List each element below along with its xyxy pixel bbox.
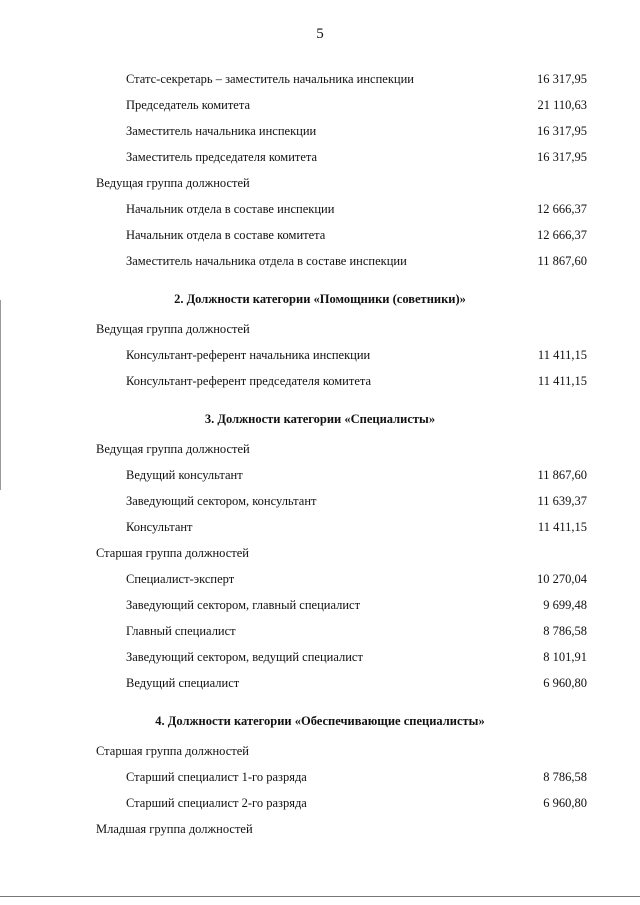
position-row bbox=[0, 196, 640, 222]
position-row bbox=[0, 566, 640, 592]
salary-value: 6 960,80 bbox=[543, 796, 587, 810]
position-row bbox=[0, 368, 640, 394]
group-label bbox=[0, 738, 640, 764]
position-title: Консультант-референт председателя комитета bbox=[126, 374, 372, 388]
position-row bbox=[0, 462, 640, 488]
position-row bbox=[0, 488, 640, 514]
position-title: Ведущий специалист bbox=[126, 676, 240, 690]
position-title: Начальник отдела в составе инспекции bbox=[126, 202, 335, 216]
salary-value: 6 960,80 bbox=[543, 676, 587, 690]
group-label-text: Ведущая группа должностей bbox=[96, 322, 250, 336]
salary-value: 8 786,58 bbox=[543, 624, 587, 638]
group-label-text: Ведущая группа должностей bbox=[96, 442, 250, 456]
salary-value: 10 270,04 bbox=[537, 572, 587, 586]
group-label bbox=[0, 540, 640, 566]
group-label-text: Старшая группа должностей bbox=[96, 744, 249, 758]
position-title: Заместитель начальника отдела в составе инспекции bbox=[126, 254, 407, 268]
category-heading: 2. Должности категории «Помощники (советники)» bbox=[174, 292, 466, 306]
position-row bbox=[0, 342, 640, 368]
group-label-text: Младшая группа должностей bbox=[96, 822, 253, 836]
position-title: Статс-секретарь – заместитель начальника инспекции bbox=[126, 72, 414, 86]
salary-value: 11 867,60 bbox=[537, 254, 587, 268]
position-title: Консультант-референт начальника инспекции bbox=[126, 348, 371, 362]
group-label bbox=[0, 316, 640, 342]
scan-edge-mark bbox=[0, 300, 1, 490]
position-row bbox=[0, 670, 640, 696]
position-row bbox=[0, 618, 640, 644]
position-title: Начальник отдела в составе комитета bbox=[126, 228, 326, 242]
group-label-text: Старшая группа должностей bbox=[96, 546, 249, 560]
position-row bbox=[0, 764, 640, 790]
position-row bbox=[0, 144, 640, 170]
position-title: Заведующий сектором, консультант bbox=[126, 494, 317, 508]
salary-value: 8 101,91 bbox=[543, 650, 587, 664]
salary-value: 11 867,60 bbox=[537, 468, 587, 482]
salary-value: 9 699,48 bbox=[543, 598, 587, 612]
position-title: Ведущий консультант bbox=[126, 468, 243, 482]
position-title: Заместитель начальника инспекции bbox=[126, 124, 317, 138]
salary-value: 12 666,37 bbox=[537, 202, 587, 216]
salary-value: 11 411,15 bbox=[537, 374, 587, 388]
position-title: Заместитель председателя комитета bbox=[126, 150, 318, 164]
position-row bbox=[0, 118, 640, 144]
group-label-text: Ведущая группа должностей bbox=[96, 176, 250, 190]
category-heading: 3. Должности категории «Специалисты» bbox=[204, 412, 436, 426]
salary-value: 16 317,95 bbox=[537, 72, 587, 86]
page-bottom-line bbox=[0, 896, 640, 897]
group-label bbox=[0, 816, 640, 842]
position-title: Старший специалист 1-го разряда bbox=[126, 770, 307, 784]
page-number: 5 bbox=[316, 26, 324, 42]
salary-value: 12 666,37 bbox=[537, 228, 587, 242]
salary-value: 16 317,95 bbox=[537, 124, 587, 138]
position-title: Старший специалист 2-го разряда bbox=[126, 796, 307, 810]
position-title: Заведующий сектором, главный специалист bbox=[126, 598, 361, 612]
position-title: Специалист-эксперт bbox=[126, 572, 235, 586]
position-row bbox=[0, 592, 640, 618]
group-label bbox=[0, 436, 640, 462]
position-row bbox=[0, 248, 640, 274]
salary-value: 8 786,58 bbox=[543, 770, 587, 784]
position-row bbox=[0, 66, 640, 92]
position-title: Консультант bbox=[126, 520, 193, 534]
salary-value: 11 411,15 bbox=[537, 520, 587, 534]
position-title: Главный специалист bbox=[126, 624, 236, 638]
group-label bbox=[0, 170, 640, 196]
salary-value: 11 411,15 bbox=[537, 348, 587, 362]
salary-table bbox=[0, 66, 640, 842]
position-row bbox=[0, 92, 640, 118]
position-row bbox=[0, 644, 640, 670]
position-row bbox=[0, 222, 640, 248]
salary-value: 16 317,95 bbox=[537, 150, 587, 164]
category-heading: 4. Должности категории «Обеспечивающие специалисты» bbox=[155, 714, 485, 728]
salary-value: 11 639,37 bbox=[537, 494, 587, 508]
position-row bbox=[0, 790, 640, 816]
salary-value: 21 110,63 bbox=[537, 98, 587, 112]
position-title: Председатель комитета bbox=[126, 98, 250, 112]
position-row bbox=[0, 514, 640, 540]
position-title: Заведующий сектором, ведущий специалист bbox=[126, 650, 363, 664]
